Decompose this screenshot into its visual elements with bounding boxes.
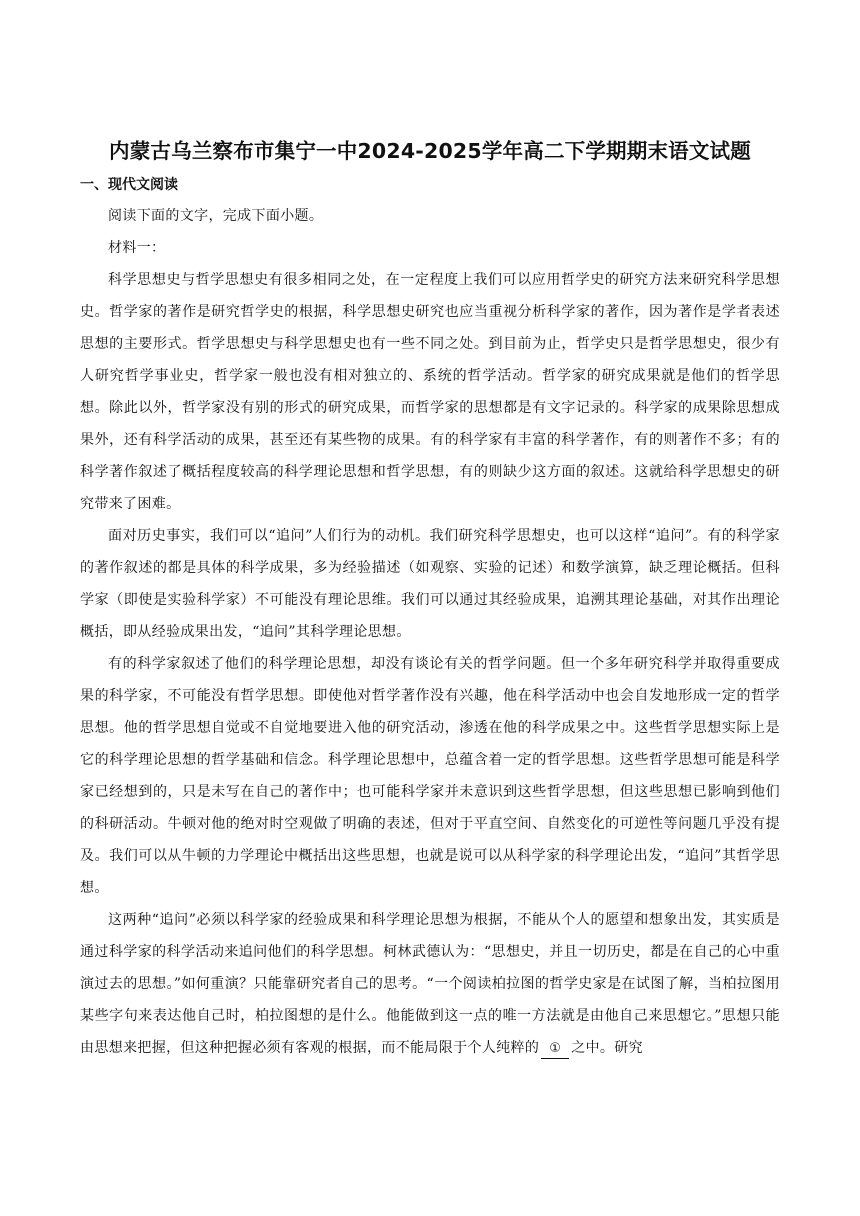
section-heading: 一、现代文阅读 (80, 177, 178, 193)
instructions-text: 阅读下面的文字，完成下面小题。 (108, 208, 324, 224)
paragraph-4-text: 这两种“追问”必须以科学家的经验成果和科学理论思想为根据，不能从个人的愿望和想象出发，其实质是通过科学家的科学活动来追问他们的科学思想。柯林武德认为：“思想史，并且一切历史，都是在自己的心中重演过去的思想。”如何重演？只能靠研究者自己的思考。“一个阅读柏拉图的哲学史家是在试图了解，当柏拉图用某些字句来表达他自己时，柏拉图想的是什么。他能做到这一点的唯一方法就是由他自己来思想它。”思想只能由思想来把握，但这种把握必须有客观的根据，而不能局限于个人纯粹的 (80, 912, 780, 1056)
exam-title: 内蒙古乌兰察布市集宁一中2024-2025学年高二下学期期末语文试题 (109, 139, 751, 163)
blank-marker: ① (549, 1041, 562, 1056)
paragraph-4-continuation: 之中。研究 (571, 1040, 643, 1056)
paragraph-4 (80, 904, 780, 1064)
reading-passage (80, 200, 780, 1064)
material-label: 材料一： (108, 240, 166, 256)
paragraph-2: 面对历史事实，我们可以“追问”人们行为的动机。我们研究科学思想史，也可以这样“追问”。有的科学家的著作叙述的都是具体的科学成果，多为经验描述（如观察、实验的记述）和数学演算，缺乏理论概括。但科学家（即使是实验科学家）不可能没有理论思维。我们可以通过其经验成果，追溯其理论基础，对其作出理论概括，即从经验成果出发，“追问”其科学理论思想。 (80, 528, 780, 640)
paragraph-3: 有的科学家叙述了他们的科学理论思想，却没有谈论有关的哲学问题。但一个多年研究科学并取得重要成果的科学家，不可能没有哲学思想。即使他对哲学著作没有兴趣，他在科学活动中也会自发地形成一定的哲学思想。他的哲学思想自觉或不自觉地要进入他的研究活动，渗透在他的科学成果之中。这些哲学思想实际上是它的科学理论思想的哲学基础和信念。科学理论思想中，总蕴含着一定的哲学思想。这些哲学思想可能是科学家已经想到的，只是未写在自己的著作中；也可能科学家并未意识到这些哲学思想，但这些思想已影响到他们的科研活动。牛顿对他的绝对时空观做了明确的表述，但对于平直空间、自然变化的可逆性等问题几乎没有提及。我们可以从牛顿的力学理论中概括出这些思想，也就是说可以从科学家的科学理论出发，“追问”其哲学思想。 (80, 656, 780, 896)
paragraph-1: 科学思想史与哲学思想史有很多相同之处，在一定程度上我们可以应用哲学史的研究方法来研究科学思想史。哲学家的著作是研究哲学史的根据，科学思想史研究也应当重视分析科学家的著作，因为著作是学者表述思想的主要形式。哲学思想史与科学思想史也有一些不同之处。到目前为止，哲学史只是哲学思想史，很少有人研究哲学事业史，哲学家一般也没有相对独立的、系统的哲学活动。哲学家的研究成果就是他们的哲学思想。除此以外，哲学家没有别的形式的研究成果，而哲学家的思想都是有文字记录的。科学家的成果除思想成果外，还有科学活动的成果，甚至还有某些物的成果。有的科学家有丰富的科学著作，有的则著作不多；有的科学著作叙述了概括程度较高的科学理论思想和哲学思想，有的则缺少这方面的叙述。这就给科学思想史的研究带来了困难。 (80, 272, 780, 512)
fill-in-blank (541, 1039, 569, 1059)
